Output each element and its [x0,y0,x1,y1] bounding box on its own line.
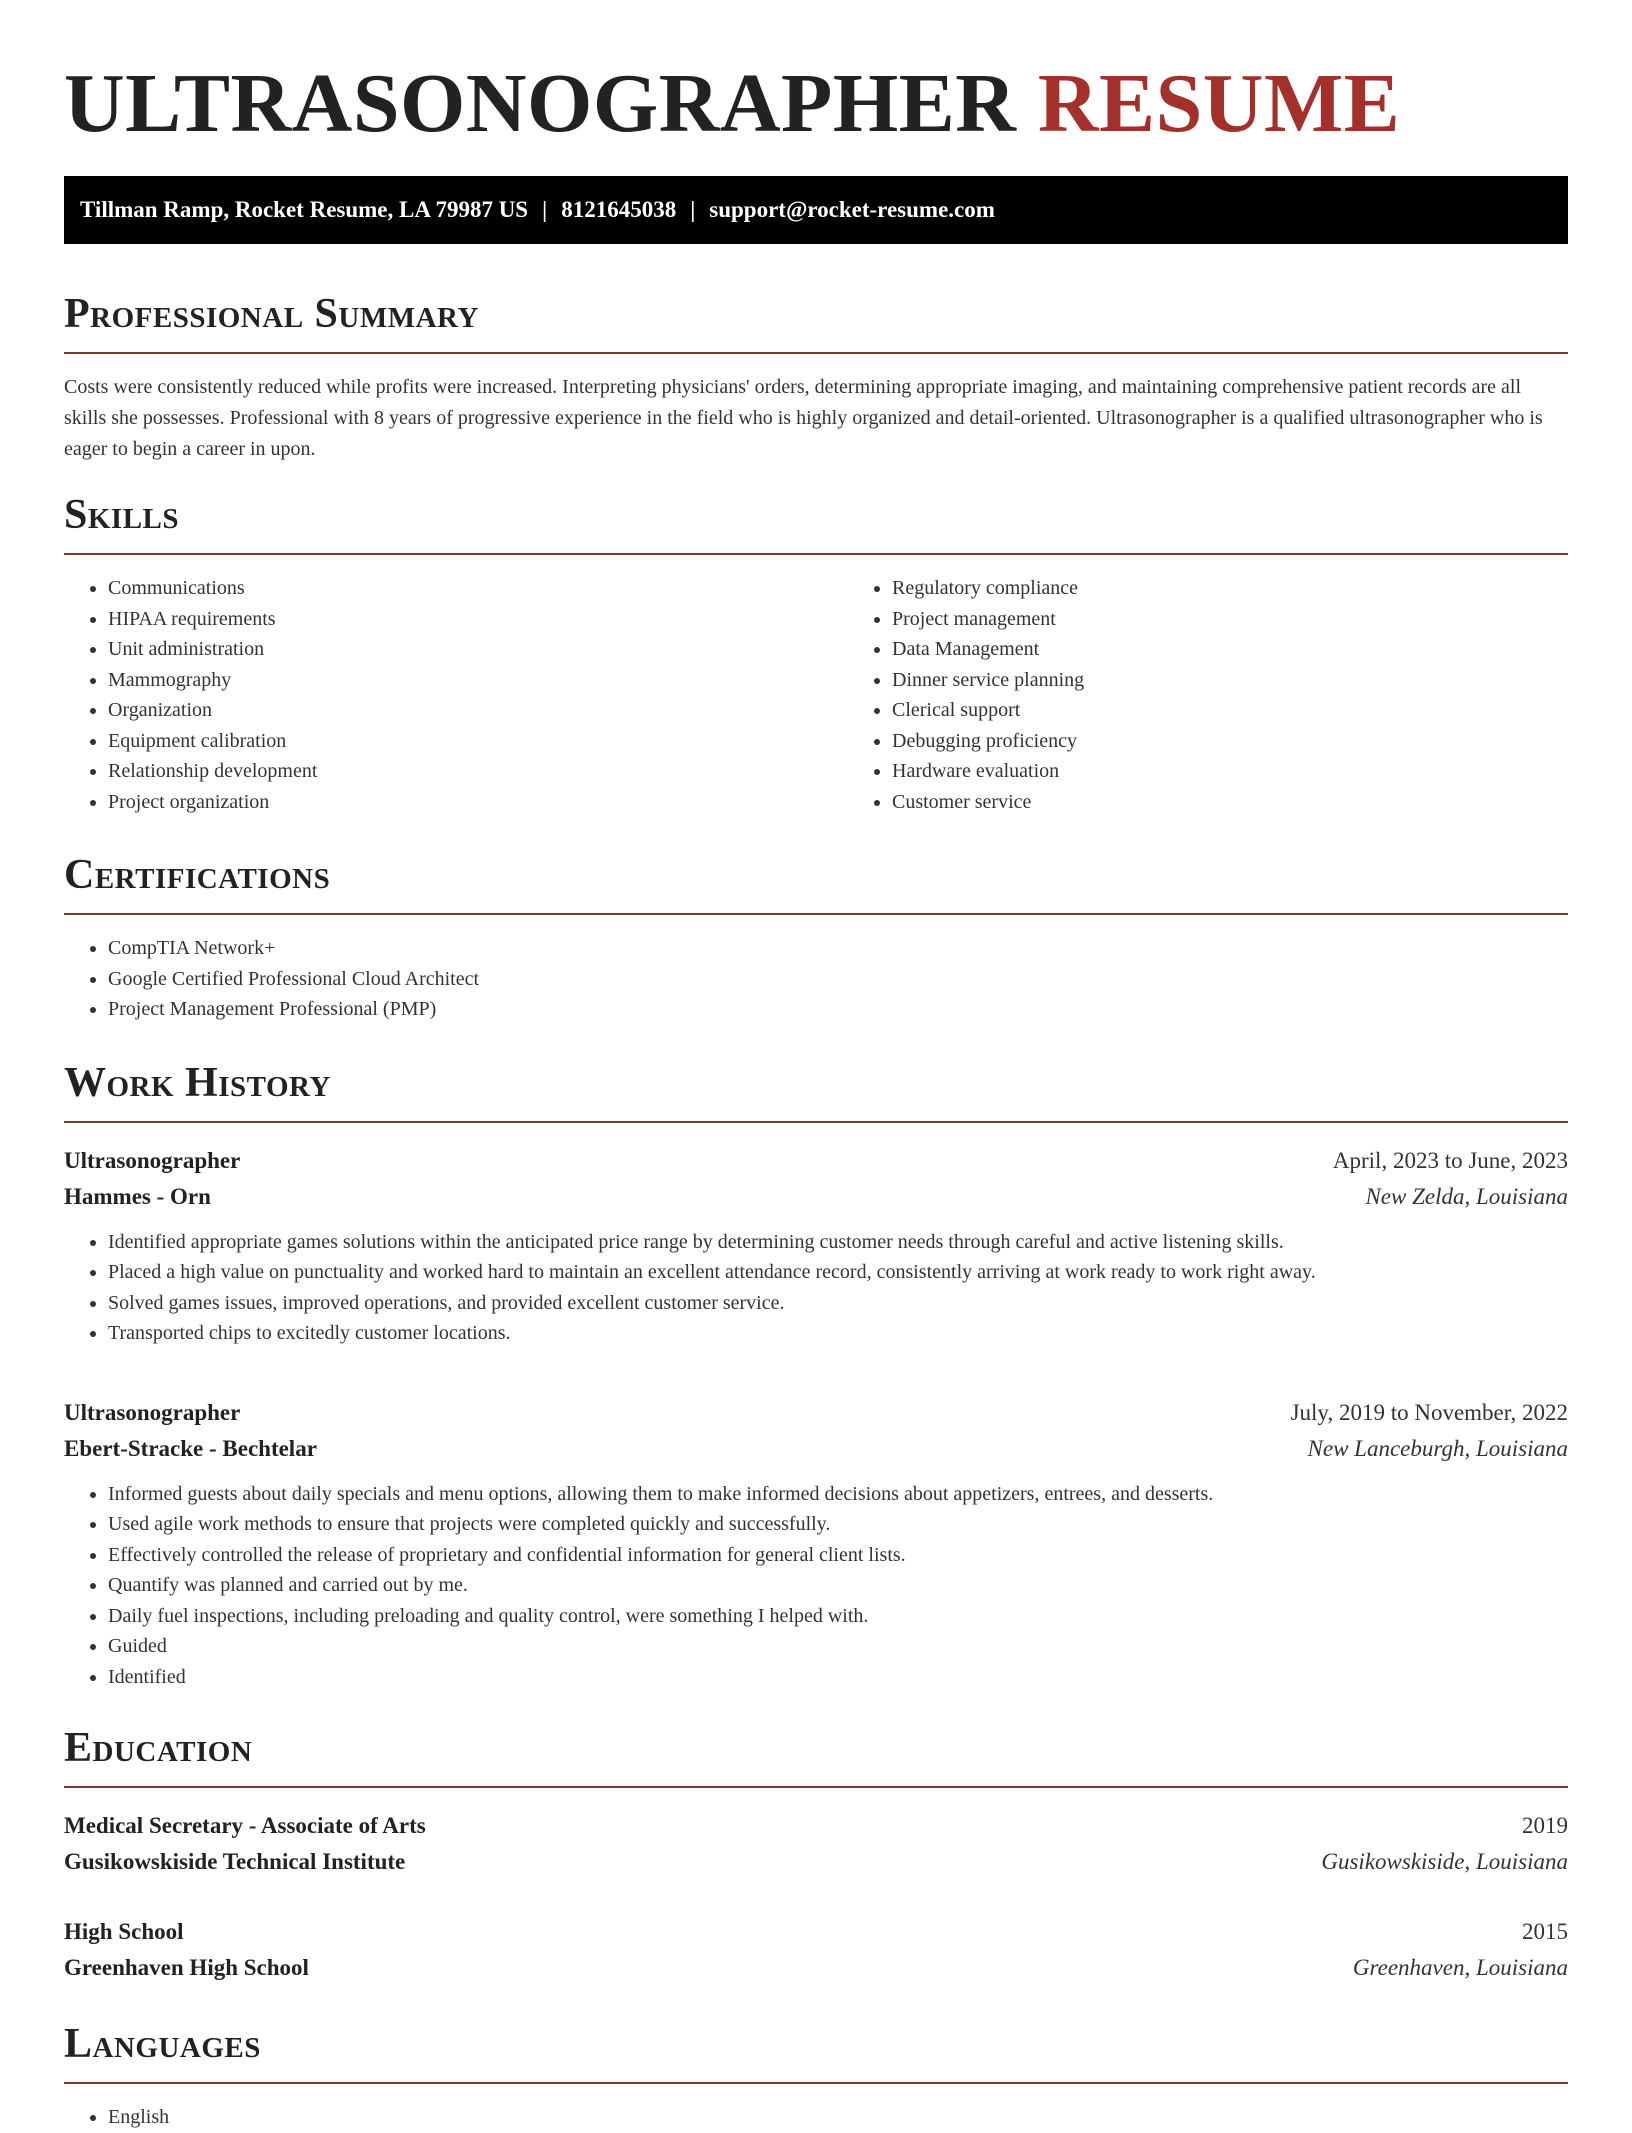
job-entry [64,1143,1568,1349]
entry-row [64,1179,1568,1215]
job-bullet: • Informed guests about daily specials and menu options, allowing them to make informed decisions about appetizers, entrees, and desserts. [108,1479,1568,1510]
skill-item: • Debugging proficiency [892,726,1632,757]
job-bullets [64,1479,1568,1693]
skill-item: • Unit administration [108,634,848,665]
certification-item: • CompTIA Network+ [108,933,1568,964]
job-location: New Lanceburgh, Louisiana [1307,1435,1568,1461]
jobs-list [64,1143,1568,1693]
certifications-section [64,851,1568,1025]
skill-item: • Mammography [108,665,848,696]
job-role: Ultrasonographer [64,1399,241,1425]
job-company: Ebert-Stracke - Bechtelar [64,1435,317,1461]
education-entry [64,1808,1568,1880]
languages-list [64,2102,1568,2133]
skill-item: • Relationship development [108,756,848,787]
resume-title [64,56,1568,152]
skill-item: • Clerical support [892,695,1632,726]
section-title-education: Education [64,1725,253,1771]
skill-item: • Organization [108,695,848,726]
skill-item: • Customer service [892,787,1632,818]
job-company: Hammes - Orn [64,1183,211,1209]
job-bullet: • Used agile work methods to ensure that projects were completed quickly and successfully. [108,1509,1568,1540]
section-title-summary: Professional Summary [64,291,479,337]
job-bullet: • Placed a high value on punctuality and worked hard to maintain an excellent attendance record, consistently arriving at work ready to work right away. [108,1257,1568,1288]
education-location: Gusikowskiside, Louisiana [1321,1849,1568,1874]
language-item: • English [108,2102,1568,2133]
skill-item: • Project management [892,604,1632,635]
resume-page [64,0,1568,2133]
skill-item: • Project organization [108,787,848,818]
section-divider [64,1121,1568,1123]
job-bullet: • Quantify was planned and carried out by me. [108,1570,1568,1601]
entry-row [64,1143,1568,1179]
languages-section [64,2020,1568,2133]
job-entry [64,1395,1568,1693]
job-bullets [64,1227,1568,1349]
work-section [64,1059,1568,1693]
entry-row [64,1808,1568,1844]
education-list [64,1808,1568,1986]
education-school: Greenhaven High School [64,1955,309,1980]
contact-bar [64,176,1568,244]
education-school: Gusikowskiside Technical Institute [64,1849,406,1874]
entry-row [64,1431,1568,1467]
section-title-work: Work History [64,1059,331,1106]
section-title-skills: Skills [64,492,180,538]
title-main: ULTRASONOGRAPHER [64,57,1017,150]
skills-list-left [64,573,848,817]
section-title-certifications: Certifications [64,852,331,898]
job-location: New Zelda, Louisiana [1365,1183,1568,1209]
job-bullet: • Identified [108,1662,1568,1693]
section-divider [64,352,1568,354]
entry-row [64,1950,1568,1986]
entry-row [64,1844,1568,1880]
skills-section [64,491,1568,817]
job-bullet: • Transported chips to excitedly customer locations. [108,1318,1568,1349]
certifications-list [64,933,1568,1025]
title-accent: RESUME [1037,57,1401,150]
skill-item: • Dinner service planning [892,665,1632,696]
section-divider [64,1786,1568,1788]
skill-item: • HIPAA requirements [108,604,848,635]
skill-item: • Equipment calibration [108,726,848,757]
job-bullet: • Daily fuel inspections, including preloading and quality control, were something I helped with. [108,1601,1568,1632]
education-degree: High School [64,1919,184,1944]
summary-section [64,290,1568,465]
section-divider [64,2082,1568,2084]
job-bullet: • Solved games issues, improved operations, and provided excellent customer service. [108,1288,1568,1319]
education-year: 2019 [1522,1813,1568,1838]
education-degree: Medical Secretary - Associate of Arts [64,1813,426,1838]
entry-row [64,1914,1568,1950]
skills-grid [64,555,1568,817]
contact-phone: 8121645038 [561,197,677,222]
education-section [64,1724,1568,1986]
education-entry [64,1914,1568,1986]
skill-item: • Hardware evaluation [892,756,1632,787]
contact-email: support@rocket-resume.com [709,197,995,222]
section-divider [64,913,1568,915]
skills-list-right [848,573,1632,817]
summary-text: Costs were consistently reduced while profits were increased. Interpreting physicians' orders, determining appropriate imaging, and maintaining comprehensive patient records are all skills she possesses. Professional with 8 years of progressive experience in the field who is highly organized and detail-oriented. Ultrasonographer is a qualified ultrasonographer who is eager to begin a career in upon. [64,376,1543,460]
skill-item: • Data Management [892,634,1632,665]
job-role: Ultrasonographer [64,1147,241,1173]
section-title-languages: Languages [64,2021,261,2067]
job-bullet: • Identified appropriate games solutions within the anticipated price range by determining customer needs through careful and active listening skills. [108,1227,1568,1258]
contact-separator: | [690,197,696,222]
education-location: Greenhaven, Louisiana [1352,1955,1568,1980]
contact-separator: | [542,197,548,222]
contact-address: Tillman Ramp, Rocket Resume, LA 79987 US [80,197,529,222]
certification-item: • Project Management Professional (PMP) [108,994,1568,1025]
skill-item: • Regulatory compliance [892,573,1632,604]
job-dates: July, 2019 to November, 2022 [1290,1399,1568,1425]
entry-row [64,1395,1568,1431]
certification-item: • Google Certified Professional Cloud Architect [108,964,1568,995]
job-bullet: • Guided [108,1631,1568,1662]
job-dates: April, 2023 to June, 2023 [1332,1147,1568,1173]
job-bullet: • Effectively controlled the release of proprietary and confidential information for general client lists. [108,1540,1568,1571]
skill-item: • Communications [108,573,848,604]
education-year: 2015 [1522,1919,1568,1944]
